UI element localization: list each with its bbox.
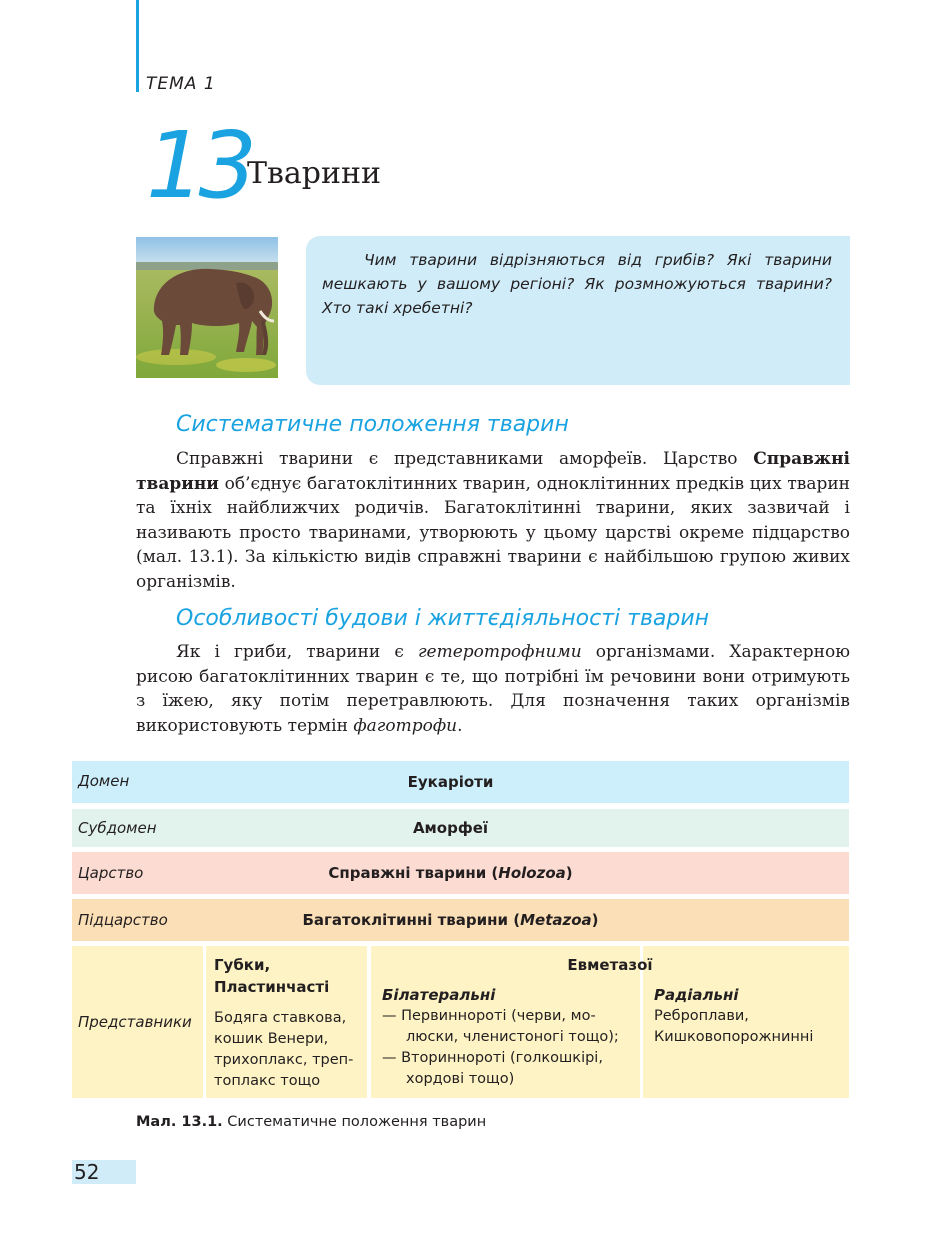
value-text: ) bbox=[565, 864, 573, 882]
section-paragraph-systematics bbox=[136, 447, 850, 594]
italic-term: фаготрофи bbox=[353, 715, 458, 736]
topic-label: ТЕМА 1 bbox=[146, 74, 216, 94]
row-value bbox=[72, 864, 829, 882]
paragraph-text: Справжні тварини є представниками аморфеїв. Царство bbox=[176, 449, 754, 469]
elephant-photo bbox=[136, 237, 278, 378]
row-label: Домен bbox=[78, 772, 130, 790]
section-paragraph-features bbox=[136, 640, 850, 738]
bilateral-block bbox=[382, 985, 636, 1090]
paragraph-text: організмами. Характерною рисою багатоклітинних тварин є те, що потрібні їм речовини вони отримують з їжею, яку потім перетравлюють. Для позначення таких організмів використовують термін bbox=[136, 642, 850, 736]
representatives-label-cell bbox=[72, 946, 203, 1098]
bilateral-title: Білатеральні bbox=[382, 986, 496, 1004]
bold-term: Справжні тварини bbox=[136, 449, 850, 494]
value-text: Багатоклітинні тварини ( bbox=[302, 911, 521, 929]
sponges-examples: Бодяга ставкова, кошик Венери, трихоплакс, трептоплакс тощо bbox=[214, 1010, 354, 1089]
intro-questions-box bbox=[306, 236, 850, 385]
table-row-domain bbox=[72, 761, 849, 803]
eumetazoa-title: Евметазої bbox=[567, 956, 653, 974]
row-value bbox=[72, 911, 829, 929]
sponges-cell bbox=[206, 946, 367, 1098]
chapter-title: Тварини bbox=[247, 156, 381, 191]
value-latin: Holozoa bbox=[498, 864, 566, 882]
radial-title: Радіальні bbox=[654, 986, 739, 1004]
chapter-accent-line bbox=[136, 0, 139, 92]
row-value: Еукаріоти bbox=[407, 773, 494, 791]
radial-examples: Реброплави, Кишковопорожнинні bbox=[654, 1008, 814, 1045]
row-label: Представники bbox=[78, 1013, 192, 1031]
table-row-kingdom bbox=[72, 852, 849, 894]
value-text: Справжні тварини ( bbox=[328, 864, 499, 882]
intro-questions-text: Чим тварини відрізняються від грибів? Які тварини мешкають у вашому регіоні? Як розмножуються тварини? Хто такі хребетні? bbox=[322, 251, 832, 317]
value-latin: Metazoa bbox=[520, 911, 592, 929]
row-value: Аморфеї bbox=[412, 819, 489, 837]
row-label: Царство bbox=[78, 864, 144, 882]
radial-block bbox=[654, 985, 846, 1048]
row-label: Субдомен bbox=[78, 819, 157, 837]
page-number: 52 bbox=[72, 1160, 136, 1184]
value-text: ) bbox=[591, 911, 599, 929]
paragraph-text: . bbox=[457, 715, 463, 736]
section-heading-systematics: Систематичне положення тварин bbox=[176, 412, 569, 437]
bilateral-item: — Вториннороті (голкошкірі, хордові тощо) bbox=[382, 1050, 603, 1087]
caption-label: Мал. 13.1. bbox=[136, 1114, 223, 1130]
table-row-subdomain bbox=[72, 809, 849, 847]
figure-caption bbox=[136, 1114, 486, 1130]
table-row-subkingdom bbox=[72, 899, 849, 941]
italic-term: гетеротрофними bbox=[417, 642, 582, 662]
caption-text: Систематичне положення тварин bbox=[222, 1114, 487, 1130]
sponges-title: Губки, Пластинчасті bbox=[214, 956, 330, 996]
paragraph-text: об’єднує багатоклітинних тварин, одноклітинних предків цих тварин та їхніх найближчих родичів. Багатоклітинні тварини, яких зазвичай і називають просто тваринами, утворюють у цьому царстві окреме підцарство (мал. 13.1). За кількістю видів справжні тварини є найбільшою групою живих організмів. bbox=[136, 473, 850, 592]
chapter-number: 13 bbox=[146, 112, 252, 219]
bilateral-item: — Первиннороті (черви, молюски, членистоногі тощо); bbox=[382, 1008, 619, 1045]
paragraph-text: Як і гриби, тварини є bbox=[176, 642, 418, 662]
section-heading-features: Особливості будови і життєдіяльності тварин bbox=[176, 606, 710, 631]
row-label: Підцарство bbox=[78, 911, 168, 929]
